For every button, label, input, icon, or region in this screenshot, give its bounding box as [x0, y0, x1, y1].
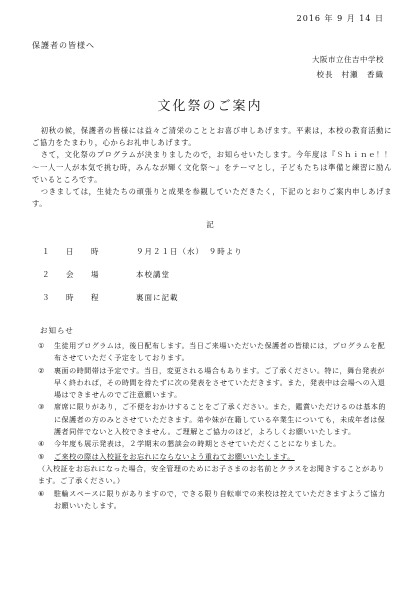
document-title: 文化祭のご案内: [157, 99, 263, 114]
signer-title: 校長: [316, 70, 334, 79]
notice-heading: お知らせ: [40, 326, 74, 335]
notice-number: ③: [38, 402, 45, 412]
school-name: 大阪市立住吉中学校: [312, 55, 384, 64]
notice-item: [38, 340, 392, 365]
intro-paragraph-2: さて，文化祭のプログラムが決まりましたので，お知らせいたします。今年度は『Ｓｈｉｎｅ！！ ～一人一人が本気で挑む時，みんなが輝く文化祭～』をテーマとし，子どもたちは準備と練習に励んでいるところです。: [32, 150, 400, 184]
recipient: 保護者の皆様へ: [32, 41, 95, 50]
intro-paragraph-1: 初秋の候，保護者の皆様には益々ご清栄のこととお喜び申しあげます。平素は，本校の教育活動にご協力をたまわり，心からお礼申しあげます。: [32, 126, 392, 148]
signer-name: 村瀬 香織: [341, 70, 384, 79]
detail-number: ３: [42, 293, 51, 302]
notice-number: ②: [38, 365, 45, 375]
notice-number: ⑤: [38, 451, 45, 461]
notice-number: ⑥: [38, 488, 45, 498]
detail-number: ２: [42, 270, 51, 279]
detail-label: 会 場: [66, 270, 104, 279]
notice-text: 駐輪スペースに限りがありますので，できる限り自転車での来校は控えていただきますようご協力お願いいたします。: [54, 488, 386, 510]
detail-row-schedule: [42, 292, 179, 303]
notice-text: 今年度も展示発表は，２学期末の懇談会の時期とさせていただくことになりました。: [54, 439, 341, 449]
notice-list: [38, 340, 392, 512]
notice-item: [38, 365, 392, 402]
signer: [317, 69, 385, 80]
detail-value: 本校講堂: [136, 270, 170, 279]
notice-number: ④: [38, 439, 45, 449]
notice-item: [38, 488, 392, 513]
notice-text: 席席に限りがあり，ご不便をおかけすることをご了承ください。また，鑑賞いただけるのは基本的に保護者の方のみとさせていただきます。弟や妹が在籍している卒業生についても，未成年者は保護者同伴でないと入校できません。ご理解とご協力のほど，よろしくお願いいたします。: [54, 402, 386, 437]
notice-item: [38, 451, 392, 463]
entry-pass-note: （入校証をお忘れになった場合，安全管理のためにお子さまのお名前とクラスをお聞きすることがあります。ご了承ください。）: [38, 463, 385, 486]
notice-text: 生徒用プログラムは，後日配布します。当日ご来場いただいた保護者の皆様には，プログラムを配布させていただく予定をしております。: [54, 341, 386, 363]
detail-number: １: [42, 247, 51, 256]
ki-heading: 記: [206, 220, 214, 229]
notice-text: ご来校の際は入校証をお忘れにならないよう重ねてお願いいたします。: [54, 451, 295, 461]
notice-item: [38, 438, 392, 450]
detail-value: ９月２１日（水） ９時より: [136, 247, 243, 256]
intro-paragraph-3: つきましては，生徒たちの頑張りと成果を参観していただきたく，下記のとおりご案内申しあげます。: [32, 187, 392, 209]
detail-row-datetime: [42, 246, 243, 257]
detail-label: 時 程: [66, 293, 104, 302]
issue-date: 2016 年 9 月 14 日: [296, 14, 384, 23]
detail-label: 日 時: [66, 247, 104, 256]
notice-item: [38, 401, 392, 438]
notice-number: ①: [38, 341, 45, 350]
detail-value: 裏面に記載: [136, 293, 179, 302]
detail-row-venue: [42, 269, 170, 280]
intro-body: [32, 125, 400, 210]
notice-text: 裏面の時間帯は予定です。当日，変更される場合もあります。ご了承ください。特に，舞台発表が早く終われば，その時間を待たずに次の発表をさせていただきます。また，発表中は会場への入退場はできませんのでご注意願います。: [54, 365, 386, 400]
